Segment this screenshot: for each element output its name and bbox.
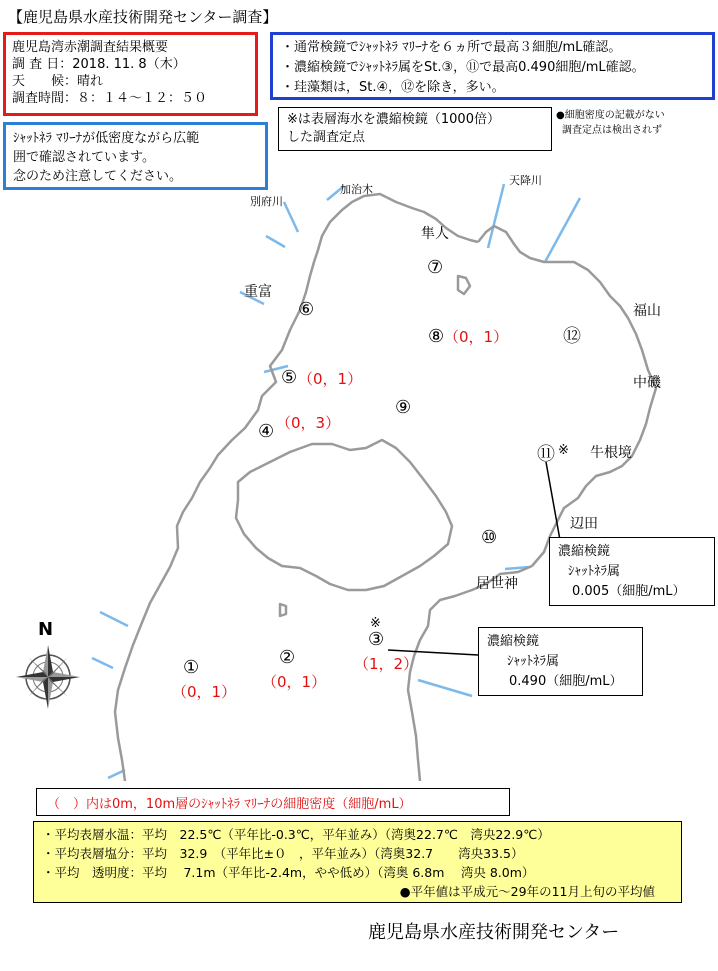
river-amori: [488, 184, 504, 248]
station-label: ⑫: [563, 326, 581, 347]
station-label: ⑦: [427, 257, 444, 278]
concentration-note-line: した調査定点: [287, 130, 366, 145]
coast-west: [115, 194, 478, 781]
river-betsufu: [284, 202, 298, 232]
sakurajima: [236, 440, 452, 590]
place-fukuyama: 福山: [633, 303, 661, 319]
compass-rose: [16, 645, 80, 709]
stat-note: ●平年値は平成元～29年の11月上旬の平均値: [399, 884, 655, 899]
compass-north-label: N: [38, 619, 54, 640]
station-density: （0，1）: [298, 370, 363, 388]
callout-density: 0.005（細胞/mL）: [572, 584, 686, 599]
caution-line: 念のため注意してください。: [13, 169, 183, 184]
place-kajiki: 加治木: [340, 183, 373, 196]
weather-row: [12, 73, 249, 90]
station-label: ①: [183, 657, 200, 678]
place-izeshin: 居世神: [476, 576, 518, 592]
footer-org: 鹿児島県水産技術開発センター: [368, 922, 620, 943]
station-density: （0，1）: [172, 683, 237, 701]
station-density: （0，1）: [444, 328, 509, 346]
station-label: ⑤: [281, 367, 298, 388]
concentration-note-box: [278, 107, 552, 151]
caution-line: 囲で確認されています。: [13, 150, 155, 165]
place-hetaa: 辺田: [570, 516, 598, 532]
station-density: （0，3）: [276, 414, 341, 432]
summary-title: 鹿児島湾赤潮調査結果概要: [12, 40, 169, 55]
stat-line: ・平均表層塩分：平均 32.9 （平年比±０ ，平年並み）（湾奥32.7 湾央33.5）: [42, 846, 524, 861]
survey-time-label: 調査時間：: [12, 91, 78, 106]
river-kajiki-2: [266, 236, 285, 247]
survey-summary-box: [3, 32, 258, 116]
river-east: [418, 680, 472, 696]
place-hayato: 隼人: [421, 226, 449, 242]
caution-line: ｼｬｯﾄﾈﾗ ﾏﾘｰﾅが低密度ながら広範: [13, 131, 200, 146]
survey-date-row: [12, 56, 249, 73]
stat-line: ・平均表層水温：平均 22.5℃（平年比-0.3℃，平年並み）（湾奥22.7℃ 湾央22.9℃）: [42, 827, 550, 842]
undetected-note-line: 調査定点は検出されず: [562, 125, 662, 136]
shinjima-island: [458, 276, 470, 294]
survey-date-label: 調 査 日：: [12, 57, 73, 72]
stat-line: ・平均 透明度：平均 7.1m（平年比-2.4m，やや低め）（湾奥 6.8m 湾央 8.0m）: [42, 865, 535, 880]
findings-box: [270, 32, 715, 100]
callout-station-3: [478, 627, 643, 696]
page-title: 【鹿児島県水産技術開発センター調査】: [8, 8, 278, 26]
weather-label: 天 候：: [12, 74, 78, 89]
station-label: ⑥: [298, 299, 315, 320]
water-stats-box: [33, 821, 682, 903]
survey-time-row: [12, 90, 249, 107]
finding-item: ・通常検鏡でｼｬｯﾄﾈﾗ ﾏﾘｰﾅを６ヵ所で最高３細胞/mL確認。: [281, 40, 622, 55]
weather-value: 晴れ: [77, 74, 104, 89]
callout-method: 濃縮検鏡: [487, 634, 540, 649]
callout-species: ｼｬｯﾄﾈﾗ属: [507, 654, 560, 669]
finding-item: ・濃縮検鏡でｼｬｯﾄﾈﾗ属をSt.③，⑪で最高0.490細胞/mL確認。: [281, 60, 645, 75]
density-legend-note: （ ）内は0m，10m層のｼｬｯﾄﾈﾗ ﾏﾘｰﾅの細胞密度（細胞/mL）: [36, 788, 510, 816]
river-sw1: [100, 612, 128, 626]
finding-item: ・珪藻類は，St.④，⑫を除き，多い。: [281, 80, 505, 95]
place-betsufu: 別府川: [250, 195, 283, 208]
undetected-note: [556, 108, 665, 138]
station-label: ②: [279, 647, 296, 668]
callout-station-11: [549, 537, 715, 606]
undetected-note-line: ●細胞密度の記載がない: [556, 110, 665, 121]
river-fukuyama: [545, 198, 580, 262]
callout-species: ｼｬｯﾄﾈﾗ属: [568, 564, 621, 579]
survey-time-value: ８：１４～１２：５０: [77, 91, 208, 106]
river-sw2: [92, 658, 113, 668]
station-label: ⑧: [428, 326, 445, 347]
station-density: （1，2）: [354, 655, 419, 673]
station-label: ⑩: [481, 527, 498, 548]
station-label: ③: [368, 629, 385, 650]
station-label: ④: [258, 421, 275, 442]
caution-box: [3, 122, 268, 190]
concentration-mark: ※: [558, 443, 569, 458]
callout-method: 濃縮検鏡: [558, 544, 611, 559]
islet: [280, 604, 286, 616]
survey-date-value: 2018. 11. 8（木）: [72, 57, 186, 72]
place-amori: 天降川: [509, 174, 542, 187]
concentration-mark: ※: [370, 616, 381, 631]
station-label: ⑨: [395, 397, 412, 418]
coast-north-east: [478, 226, 656, 566]
place-nakaiso: 中磯: [633, 375, 661, 391]
place-ushinekyo: 牛根境: [590, 445, 632, 461]
station-density: （0，1）: [262, 673, 327, 691]
callout-density: 0.490（細胞/mL）: [509, 674, 623, 689]
place-shigetomi: 重富: [244, 284, 272, 300]
concentration-note-line: ※は表層海水を濃縮検鏡（1000倍）: [287, 112, 500, 127]
station-label: ⑪: [537, 444, 555, 465]
